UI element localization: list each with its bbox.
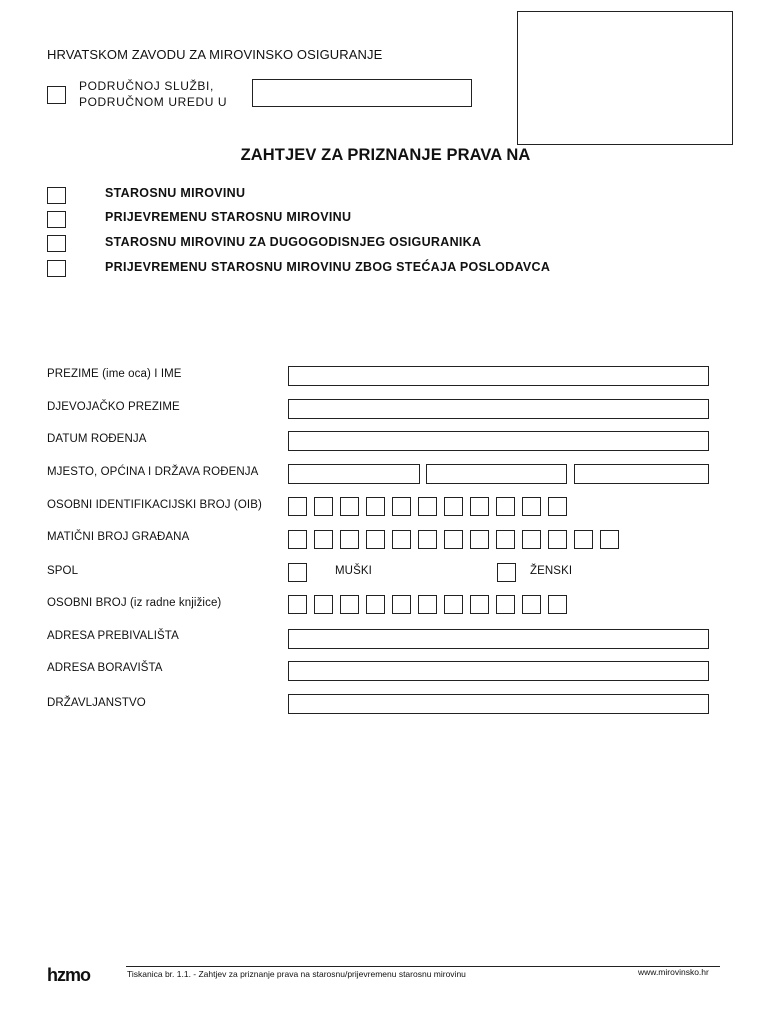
oib-cell[interactable] [314, 497, 333, 516]
personal-number-cell[interactable] [444, 595, 463, 614]
office-label-line1: PODRUČNOJ SLUŽBI, [79, 79, 214, 93]
office-input[interactable] [252, 79, 472, 107]
jmbg-cell[interactable] [548, 530, 567, 549]
option-label-stecaj: PRIJEVREMENU STAROSNU MIROVINU ZBOG STEĆAJA POSLODAVCA [105, 260, 551, 274]
office-checkbox[interactable] [47, 86, 66, 104]
sex-male-label: MUŠKI [335, 565, 372, 577]
stay-address-label: ADRESA BORAVIŠTA [47, 662, 163, 674]
hzmo-logo [47, 964, 107, 986]
jmbg-cell[interactable] [314, 530, 333, 549]
jmbg-cell[interactable] [522, 530, 541, 549]
jmbg-cell[interactable] [366, 530, 385, 549]
oib-cell[interactable] [418, 497, 437, 516]
personal-number-cell[interactable] [418, 595, 437, 614]
citizenship-label: DRŽAVLJANSTVO [47, 697, 146, 709]
option-checkbox-dugogodisnji[interactable] [47, 235, 66, 252]
birth-country-input[interactable] [574, 464, 709, 484]
surname-name-label: PREZIME (ime oca) I IME [47, 368, 182, 380]
birth-date-label: DATUM ROĐENJA [47, 433, 147, 445]
oib-cell[interactable] [340, 497, 359, 516]
personal-number-label: OSOBNI BROJ (iz radne knjižice) [47, 597, 222, 609]
option-checkbox-starosna[interactable] [47, 187, 66, 204]
jmbg-cell[interactable] [418, 530, 437, 549]
maiden-name-label: DJEVOJAČKO PREZIME [47, 401, 180, 413]
form-title: ZAHTJEV ZA PRIZNANJE PRAVA NA [240, 146, 531, 164]
footer-form-title: Tiskanica br. 1.1. - Zahtjev za priznanje prava na starosnu/prijevremenu starosnu mirovinu [127, 969, 466, 979]
option-label-prijevremena: PRIJEVREMENU STAROSNU MIROVINU [105, 210, 352, 224]
sex-label: SPOL [47, 565, 79, 577]
option-checkbox-stecaj[interactable] [47, 260, 66, 277]
office-label [79, 78, 227, 110]
oib-cell[interactable] [496, 497, 515, 516]
oib-cell[interactable] [288, 497, 307, 516]
personal-number-cell[interactable] [340, 595, 359, 614]
jmbg-label: MATIČNI BROJ GRAĐANA [47, 531, 190, 543]
maiden-name-input[interactable] [288, 399, 709, 419]
personal-number-cell[interactable] [522, 595, 541, 614]
stay-address-input[interactable] [288, 661, 709, 681]
birth-place-input[interactable] [288, 464, 420, 484]
surname-name-input[interactable] [288, 366, 709, 386]
jmbg-cell[interactable] [600, 530, 619, 549]
personal-number-cell[interactable] [548, 595, 567, 614]
personal-number-cell[interactable] [392, 595, 411, 614]
jmbg-cell[interactable] [340, 530, 359, 549]
sex-female-label: ŽENSKI [530, 565, 573, 577]
jmbg-cell[interactable] [392, 530, 411, 549]
jmbg-cell[interactable] [444, 530, 463, 549]
birth-place-label: MJESTO, OPĆINA I DRŽAVA ROĐENJA [47, 466, 259, 478]
oib-cell[interactable] [522, 497, 541, 516]
hzmo-logo-text: hzmo [47, 965, 90, 985]
sex-female-checkbox[interactable] [497, 563, 516, 582]
oib-cell[interactable] [392, 497, 411, 516]
jmbg-cell[interactable] [470, 530, 489, 549]
stamp-box [517, 11, 733, 145]
citizenship-input[interactable] [288, 694, 709, 714]
sex-male-checkbox[interactable] [288, 563, 307, 582]
footer-url: www.mirovinsko.hr [638, 967, 709, 977]
birth-date-input[interactable] [288, 431, 709, 451]
footer-rule [126, 966, 720, 967]
personal-number-cell[interactable] [288, 595, 307, 614]
personal-number-cell[interactable] [366, 595, 385, 614]
residence-label: ADRESA PREBIVALIŠTA [47, 630, 179, 642]
option-label-starosna: STAROSNU MIROVINU [105, 186, 246, 200]
oib-cell[interactable] [548, 497, 567, 516]
residence-input[interactable] [288, 629, 709, 649]
institution-name: HRVATSKOM ZAVODU ZA MIROVINSKO OSIGURANJE [47, 47, 383, 62]
personal-number-cell[interactable] [470, 595, 489, 614]
jmbg-cell[interactable] [574, 530, 593, 549]
jmbg-cell[interactable] [496, 530, 515, 549]
office-label-line2: PODRUČNOM UREDU U [79, 95, 228, 109]
jmbg-cell[interactable] [288, 530, 307, 549]
oib-label: OSOBNI IDENTIFIKACIJSKI BROJ (OIB) [47, 499, 262, 511]
oib-cell[interactable] [444, 497, 463, 516]
oib-cell[interactable] [470, 497, 489, 516]
personal-number-cell[interactable] [314, 595, 333, 614]
option-checkbox-prijevremena[interactable] [47, 211, 66, 228]
option-label-dugogodisnji: STAROSNU MIROVINU ZA DUGOGODISNJEG OSIGURANIKA [105, 235, 482, 249]
birth-municipality-input[interactable] [426, 464, 567, 484]
oib-cell[interactable] [366, 497, 385, 516]
personal-number-cell[interactable] [496, 595, 515, 614]
